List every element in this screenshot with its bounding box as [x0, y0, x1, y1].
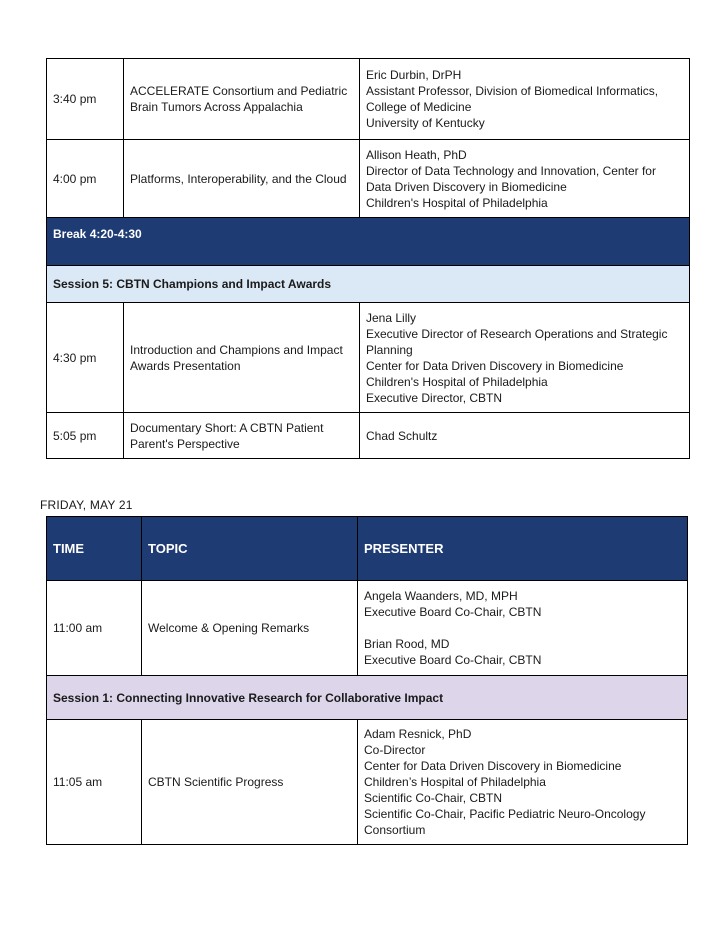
- presenter-cell: [360, 140, 690, 218]
- presenter-line: Executive Director, CBTN: [366, 390, 503, 405]
- presenter-cell: [358, 581, 688, 676]
- presenter-line: Planning: [366, 342, 413, 357]
- agenda-row: [47, 59, 690, 140]
- presenter-line: Children's Hospital of Philadelphia: [366, 195, 548, 210]
- presenter-cell: [358, 720, 688, 845]
- session-row: [47, 676, 688, 720]
- time-cell: 3:40 pm: [47, 59, 124, 140]
- presenter-cell: [360, 413, 690, 459]
- time-cell: 5:05 pm: [47, 413, 124, 459]
- presenter-line: Allison Heath, PhD: [366, 147, 467, 162]
- presenter-line: Children's Hospital of Philadelphia: [366, 374, 548, 389]
- presenter-line: Chad Schultz: [366, 428, 438, 443]
- topic-cell: CBTN Scientific Progress: [142, 720, 358, 845]
- agenda-table-friday: [46, 516, 688, 845]
- time-cell: 11:00 am: [47, 581, 142, 676]
- session-label: Session 1: Connecting Innovative Research for Collaborative Impact: [47, 676, 688, 720]
- presenter-line: Eric Durbin, DrPH: [366, 68, 462, 82]
- header-presenter: PRESENTER: [358, 517, 688, 581]
- presenter-line: Consortium: [364, 823, 426, 837]
- presenter-cell: [360, 59, 690, 140]
- presenter-line: Jena Lilly: [366, 310, 417, 325]
- topic-cell: Welcome & Opening Remarks: [142, 581, 358, 676]
- session-row: [47, 266, 690, 303]
- agenda-row: [47, 413, 690, 459]
- presenter-line: Assistant Professor, Division of Biomedical Informatics,: [366, 84, 659, 98]
- agenda-table-continued: [46, 58, 690, 459]
- header-time: TIME: [47, 517, 142, 581]
- presenter-spacer: [364, 620, 681, 636]
- time-cell: 11:05 am: [47, 720, 142, 845]
- topic-cell: Platforms, Interoperability, and the Cloud: [124, 140, 360, 218]
- presenter-cell: [360, 303, 690, 413]
- presenter-line: Angela Waanders, MD, MPH: [364, 589, 518, 603]
- break-label: Break 4:20-4:30: [47, 218, 690, 266]
- presenter-line: Executive Board Co-Chair, CBTN: [364, 653, 542, 667]
- presenter-line: Scientific Co-Chair, Pacific Pediatric Neuro-Oncology: [364, 807, 646, 821]
- presenter-line: Executive Director of Research Operations and Strategic: [366, 326, 668, 341]
- presenter-line: Data Driven Discovery in Biomedicine: [366, 179, 567, 194]
- presenter-line: Adam Resnick, PhD: [364, 727, 472, 741]
- agenda-row: [47, 581, 688, 676]
- presenter-line: Co-Director: [364, 743, 426, 757]
- agenda-row: [47, 140, 690, 218]
- topic-cell: Introduction and Champions and Impact Awards Presentation: [124, 303, 360, 413]
- presenter-line: Center for Data Driven Discovery in Biomedicine: [366, 358, 624, 373]
- topic-cell: Documentary Short: A CBTN Patient Parent's Perspective: [124, 413, 360, 459]
- header-row: [47, 517, 688, 581]
- header-topic: TOPIC: [142, 517, 358, 581]
- time-cell: 4:30 pm: [47, 303, 124, 413]
- agenda-row: [47, 720, 688, 845]
- presenter-line: Children’s Hospital of Philadelphia: [364, 775, 546, 789]
- presenter-line: University of Kentucky: [366, 116, 485, 130]
- presenter-line: Scientific Co-Chair, CBTN: [364, 791, 503, 805]
- topic-cell: ACCELERATE Consortium and Pediatric Brain Tumors Across Appalachia: [124, 59, 360, 140]
- presenter-line: Center for Data Driven Discovery in Biomedicine: [364, 759, 622, 773]
- break-row: [47, 218, 690, 266]
- presenter-line: Director of Data Technology and Innovation, Center for: [366, 163, 656, 178]
- presenter-line: Brian Rood, MD: [364, 637, 450, 651]
- agenda-row: [47, 303, 690, 413]
- time-cell: 4:00 pm: [47, 140, 124, 218]
- presenter-line: College of Medicine: [366, 100, 472, 114]
- day-heading: FRIDAY, MAY 21: [40, 498, 133, 512]
- presenter-line: Executive Board Co-Chair, CBTN: [364, 605, 542, 619]
- session-label: Session 5: CBTN Champions and Impact Awards: [47, 266, 690, 303]
